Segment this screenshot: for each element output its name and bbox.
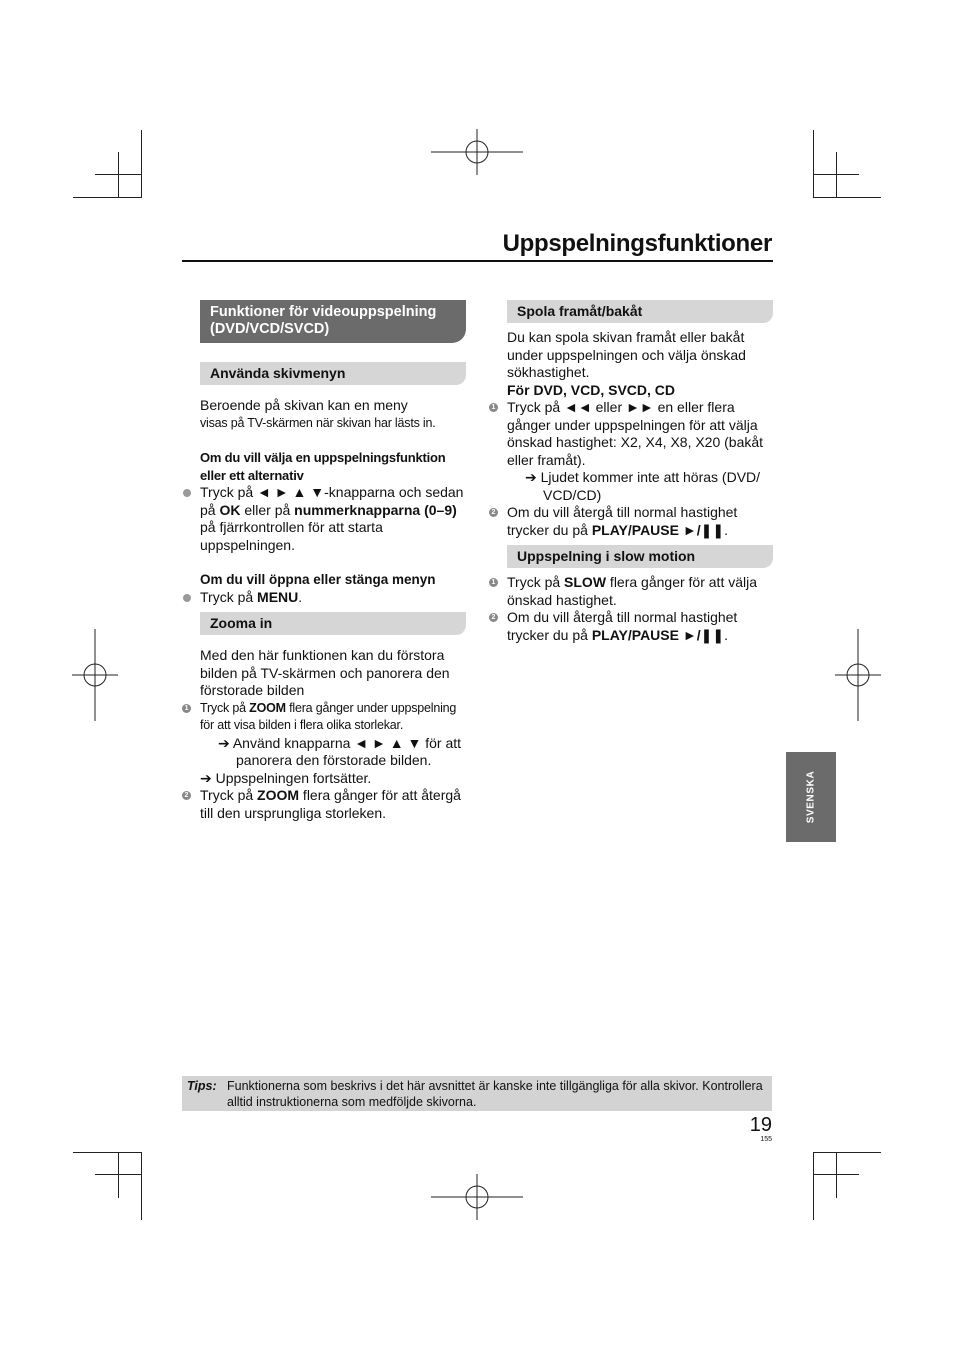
menu-intro-1: Beroende på skivan kan en meny — [200, 397, 408, 413]
open-instruction: Tryck på MENU. — [182, 589, 466, 607]
page-number: 19 — [749, 1114, 772, 1136]
spola-arrow: ➔ Ljudet kommer inte att höras (DVD/ VCD/CD) — [525, 469, 761, 503]
page-title: Uppspelningsfunktioner — [502, 230, 772, 257]
select-heading: Om du vill välja en uppspelningsfunktion eller ett alternativ — [200, 450, 446, 483]
left-column — [184, 300, 466, 822]
step-number-2-icon: 2 — [489, 508, 498, 517]
open-heading: Om du vill öppna eller stänga menyn — [200, 572, 436, 587]
step-number-1-icon: 1 — [489, 403, 498, 412]
zoom-step-1: 1 Tryck på ZOOM flera gånger under uppspelning för att visa bilden i flera olika storlekar. — [182, 700, 466, 735]
spola-step-1: 1 Tryck på ◄◄ eller ►► en eller flera gånger under uppspelningen för att välja önskad hastighet: X2, X4, X8, X20 (bakåt eller framåt). — [489, 399, 773, 469]
zoom-arrow-1: ➔ Använd knapparna ◄ ► ▲ ▼ för att panorera den förstorade bilden. — [218, 734, 462, 768]
right-column — [491, 300, 773, 644]
spola-step-2: 2 Om du vill återgå till normal hastighet trycker du på PLAY/PAUSE ►/❚❚. — [489, 504, 773, 539]
page-sub-number: 155 — [760, 1136, 772, 1143]
tips-box — [182, 1076, 772, 1111]
registration-mark-left — [72, 629, 118, 721]
language-tab-label: SVENSKA — [805, 770, 817, 824]
spola-intro: Du kan spola skivan framåt eller bakåt under uppspelningen och välja önskad sökhastighet. — [507, 329, 746, 380]
registration-mark-top — [431, 129, 523, 175]
slow-header: Uppspelning i slow motion — [507, 545, 773, 568]
select-instruction: Tryck på ◄ ► ▲ ▼-knapparna och sedan på OK eller på nummerknapparna (0–9) på fjärrkontrollen för att starta uppspelningen. — [182, 484, 466, 554]
step-number-2-icon: 2 — [182, 791, 191, 800]
step-number-1-icon: 1 — [489, 578, 498, 587]
zoom-intro: Med den här funktionen kan du förstora bilden på TV-skärmen och panorera den förstorade bilden — [200, 647, 450, 698]
zoom-step-2: 2 Tryck på ZOOM flera gånger för att återgå till den ursprungliga storleken. — [182, 787, 466, 822]
spola-header: Spola framåt/bakåt — [507, 300, 773, 323]
zoom-arrow-2: ➔ Uppspelningen fortsätter. — [200, 769, 372, 786]
language-tab — [786, 752, 836, 842]
tips-text: Funktionerna som beskrivs i det här avsnittet är kanske inte tillgängliga för alla skivor. Kontrollera alltid instruktionerna som medföljde skivorna. — [227, 1079, 763, 1109]
step-number-2-icon: 2 — [489, 613, 498, 622]
zoom-header: Zooma in — [200, 612, 466, 635]
menu-intro-2: visas på TV-skärmen när skivan har lästs in. — [200, 415, 436, 430]
step-number-1-icon: 1 — [182, 704, 191, 713]
spola-discs: För DVD, VCD, SVCD, CD — [507, 381, 676, 398]
title-rule — [182, 260, 773, 262]
tips-label: Tips: — [187, 1079, 217, 1093]
bullet-dot — [183, 489, 191, 497]
slow-step-1: 1 Tryck på SLOW flera gånger för att välja önskad hastighet. — [489, 574, 773, 609]
menu-header: Använda skivmenyn — [200, 362, 466, 385]
bullet-dot — [183, 594, 191, 602]
slow-step-2: 2 Om du vill återgå till normal hastighet trycker du på PLAY/PAUSE ►/❚❚. — [489, 609, 773, 644]
registration-mark-bottom — [431, 1174, 523, 1220]
registration-mark-right — [835, 629, 881, 721]
section-title: Funktioner för videouppspelning (DVD/VCD/SVCD) — [200, 300, 466, 343]
